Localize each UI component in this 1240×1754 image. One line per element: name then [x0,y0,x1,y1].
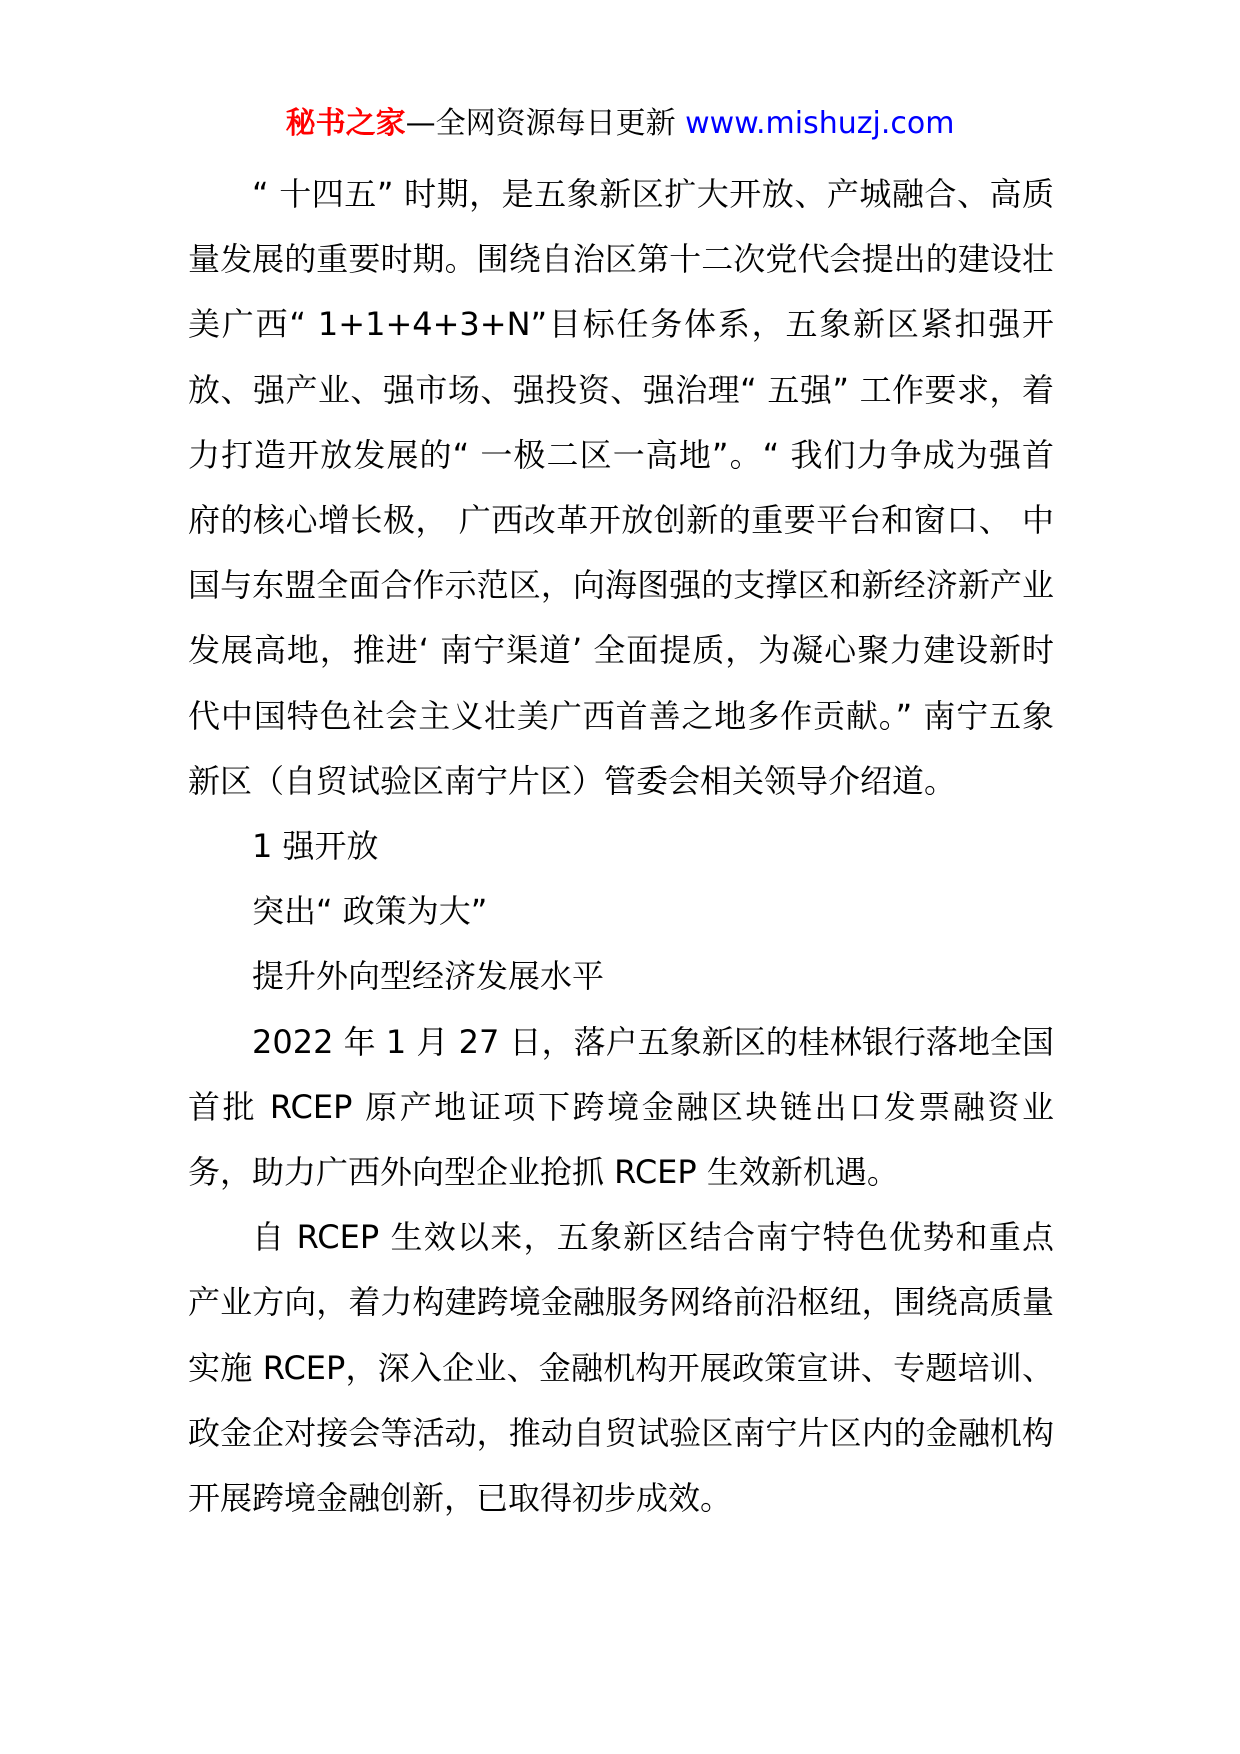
section-subheading-1: 突出“ 政策为大” [252,892,488,931]
body-paragraph-2: 自 RCEP 生效以来，五象新区结合南宁特色优势和重点产业方向，着力构建跨境金融服务网络前沿枢纽，围绕高质量实施 RCEP，深入企业、金融机构开展政策宣讲、专题培训、政金企对接会等活动，推动自贸试验区南宁片区内的金融机构开展跨境金融创新，已取得初步成效。 [188,1218,1054,1518]
intro-paragraph: “ 十四五” 时期，是五象新区扩大开放、产城融合、高质量发展的重要时期。围绕自治区第十二次党代会提出的建设壮美广西“ 1+1+4+3+N”目标任务体系，五象新区紧扣强开放、强产业、强市场、强投资、强治理“ 五强” 工作要求，着力打造开放发展的“ 一极二区一高地”。“ 我们力争成为强首府的核心增长极， 广西改革开放创新的重要平台和窗口、 中国与东盟全面合作示范区，向海图强的支撑区和新经济新产业发展高地，推进‘ 南宁渠道’ 全面提质，为凝心聚力建设新时代中国特色社会主义壮美广西首善之地多作贡献。” 南宁五象新区（自贸试验区南宁片区）管委会相关领导介绍道。 [188,175,1054,800]
section-subheading-2: 提升外向型经济发展水平 [252,957,605,996]
article-body [188,162,1054,1531]
header-tagline: —全网资源每日更新 [405,106,686,141]
body-paragraph-1: 2022 年 1 月 27 日，落户五象新区的桂林银行落地全国首批 RCEP 原产地证项下跨境金融区块链出口发票融资业务，助力广西外向型企业抢抓 RCEP 生效新机遇。 [188,1022,1054,1192]
brand-name: 秘书之家 [285,106,406,141]
website-link[interactable]: www.mishuzj.com [685,106,955,141]
page-header [0,102,1240,146]
section-heading: 1 强开放 [252,827,379,866]
